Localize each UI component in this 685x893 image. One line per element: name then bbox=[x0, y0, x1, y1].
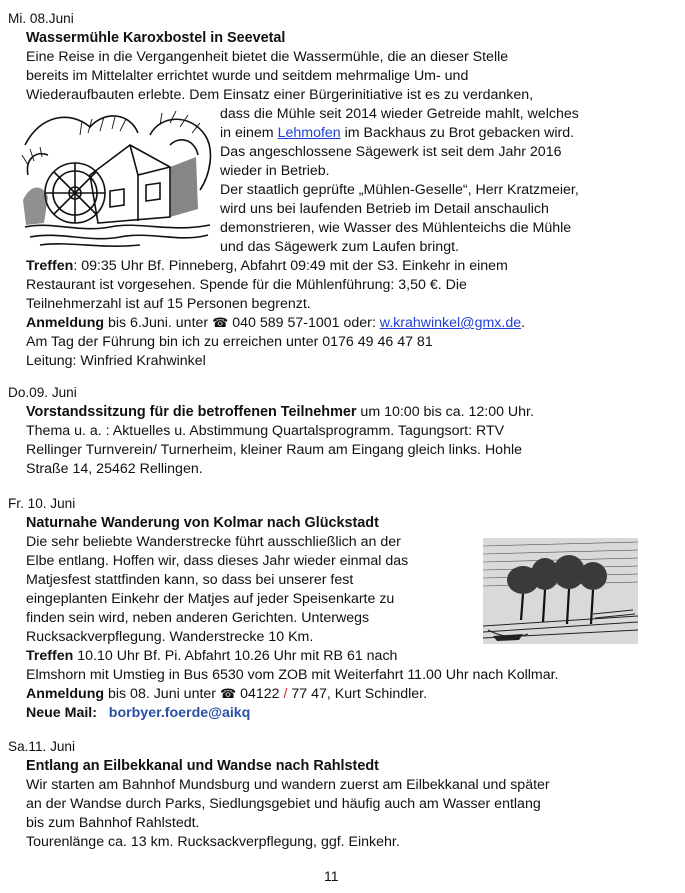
phone-icon: ☎ bbox=[219, 686, 237, 701]
event-date: Fr. 10. Juni bbox=[8, 496, 76, 511]
email-link[interactable]: w.krahwinkel@gmx.de bbox=[379, 315, 522, 331]
event-text-line: an der Wandse durch Parks, Siedlungsgebiet und häufig auch am Wasser entlang bbox=[26, 796, 541, 812]
anmeldung-text: bis 08. Juni unter bbox=[104, 686, 220, 702]
anmeldung-text: bis 6.Juni. unter bbox=[104, 315, 213, 331]
anmeldung-label: Anmeldung bbox=[26, 686, 105, 702]
phone-number: 040 589 57-1001 oder: bbox=[228, 315, 380, 331]
event-date: Sa.11. Juni bbox=[8, 739, 76, 754]
event-text-line: Elbe entlang. Hoffen wir, dass dieses Jahr wieder einmal das bbox=[26, 553, 409, 569]
watermill-illustration bbox=[20, 105, 216, 251]
mail-address[interactable]: borbyer.foerde@aikq bbox=[108, 705, 251, 721]
treffen-label: Treffen bbox=[26, 258, 74, 274]
meeting-info bbox=[26, 647, 397, 665]
page-number: 11 bbox=[324, 868, 339, 884]
event-text-line: Der staatlich geprüfte „Mühlen-Geselle“, Herr Kratzmeier, bbox=[220, 182, 579, 198]
event-text-line: Rellinger Turnverein/ Turnerheim, kleiner Raum am Eingang gleich links. Hohle bbox=[26, 442, 523, 458]
event-text-line: Straße 14, 25462 Rellingen. bbox=[26, 461, 203, 477]
event-text-line: Restaurant ist vorgesehen. Spende für die Mühlenführung: 3,50 €. Die bbox=[26, 277, 467, 293]
mail-label: Neue Mail: bbox=[26, 705, 97, 721]
event-text-line: wird uns bei laufenden Betrieb im Detail anschaulich bbox=[220, 201, 549, 217]
phone-separator: / bbox=[283, 686, 288, 702]
event-text-line: Das angeschlossene Sägewerk ist seit dem Jahr 2016 bbox=[220, 144, 562, 160]
event-title: Entlang an Eilbekkanal und Wandse nach Rahlstedt bbox=[26, 758, 379, 774]
treffen-label: Treffen bbox=[26, 648, 74, 664]
event-text-line: Wir starten am Bahnhof Mundsburg und wandern zuerst am Eilbekkanal und später bbox=[26, 777, 550, 793]
event-text-line: und das Sägewerk zum Laufen bringt. bbox=[220, 239, 459, 255]
event-text-line: dass die Mühle seit 2014 wieder Getreide mahlt, welches bbox=[220, 106, 579, 122]
event-text-line: eingeplanten Einkehr der Matjes auf jeder Speisenkarte zu bbox=[26, 591, 395, 607]
phone-number: 04122 bbox=[236, 686, 284, 702]
event-text-line: finden sein wird, neben anderen Gerichten. Unterwegs bbox=[26, 610, 370, 626]
event-text-line: Rucksackverpflegung. Wanderstrecke 10 Km. bbox=[26, 629, 314, 645]
event-title: Vorstandssitzung für die betroffenen Teilnehmer bbox=[26, 404, 357, 420]
registration-info bbox=[26, 314, 525, 332]
mail-line bbox=[26, 704, 250, 722]
event-text-line: Am Tag der Führung bin ich zu erreichen unter 0176 49 46 47 81 bbox=[26, 334, 433, 350]
text-fragment: in einem bbox=[220, 125, 278, 141]
event-text-line: Tourenlänge ca. 13 km. Rucksackverpflegung, ggf. Einkehr. bbox=[26, 834, 400, 850]
meeting-info bbox=[26, 257, 508, 275]
treffen-text: : 09:35 Uhr Bf. Pinneberg, Abfahrt 09:49 mit der S3. Einkehr in einem bbox=[73, 258, 508, 274]
event-title-line bbox=[26, 403, 534, 421]
treffen-text: 10.10 Uhr Bf. Pi. Abfahrt 10.26 Uhr mit RB 61 nach bbox=[73, 648, 398, 664]
event-date: Do.09. Juni bbox=[8, 385, 77, 400]
event-date: Mi. 08.Juni bbox=[8, 11, 74, 26]
event-text-line: Thema u. a. : Aktuelles u. Abstimmung Quartalsprogramm. Tagungsort: RTV bbox=[26, 423, 505, 439]
event-text-line: Eine Reise in die Vergangenheit bietet die Wassermühle, die an dieser Stelle bbox=[26, 49, 509, 65]
text-fragment: im Backhaus zu Brot gebacken wird. bbox=[340, 125, 575, 141]
event-text-line: bereits im Mittelalter errichtet wurde und seitdem mehrmalige Um- und bbox=[26, 68, 469, 84]
event-time: um 10:00 bis ca. 12:00 Uhr. bbox=[356, 404, 534, 420]
text-fragment: . bbox=[521, 315, 526, 331]
event-text-line: Wiederaufbauten erlebte. Dem Einsatz einer Bürgerinitiative ist es zu verdanken, bbox=[26, 87, 534, 103]
event-text-line: wieder in Betrieb. bbox=[220, 163, 330, 179]
riverside-trees-illustration bbox=[483, 538, 638, 644]
event-text-line: Die sehr beliebte Wanderstrecke führt ausschließlich an der bbox=[26, 534, 401, 550]
event-title: Naturnahe Wanderung von Kolmar nach Glückstadt bbox=[26, 515, 379, 531]
event-text-line: Elmshorn mit Umstieg in Bus 6530 vom ZOB mit Weiterfahrt 11.00 Uhr nach Kollmar. bbox=[26, 667, 559, 683]
event-text-line: bis zum Bahnhof Rahlstedt. bbox=[26, 815, 200, 831]
leader-line: Leitung: Winfried Krahwinkel bbox=[26, 353, 206, 369]
registration-info bbox=[26, 685, 427, 703]
phone-icon: ☎ bbox=[212, 315, 229, 330]
phone-number: 77 47, Kurt Schindler. bbox=[287, 686, 428, 702]
event-text-line: Teilnehmerzahl ist auf 15 Personen begrenzt. bbox=[26, 296, 311, 312]
anmeldung-label: Anmeldung bbox=[26, 315, 105, 331]
event-text-line: demonstrieren, wie Wasser des Mühlenteichs die Mühle bbox=[220, 220, 572, 236]
event-text-line bbox=[220, 124, 574, 142]
event-text-line: Matjesfest stattfinden kann, so dass bei unserer fest bbox=[26, 572, 354, 588]
lehmofen-link[interactable]: Lehmofen bbox=[277, 125, 341, 141]
event-title: Wassermühle Karoxbostel in Seevetal bbox=[26, 30, 286, 46]
